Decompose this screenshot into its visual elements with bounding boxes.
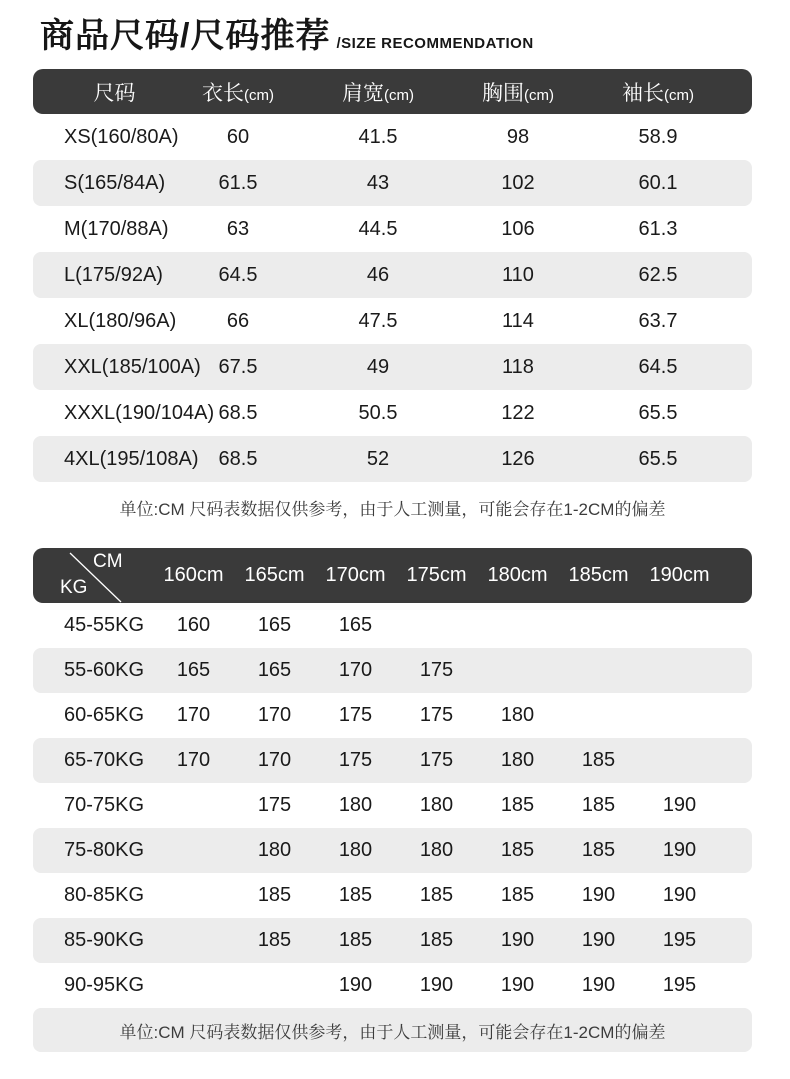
measure-value-cell: 102 (448, 160, 588, 206)
recommend-size-cell: 175 (315, 738, 396, 783)
header-label: 衣长 (202, 81, 244, 105)
size-table-row (33, 298, 752, 344)
recommend-table-row (33, 828, 752, 873)
recommend-table-row (33, 603, 752, 648)
measure-value-cell: 118 (448, 344, 588, 390)
header-label: 肩宽 (342, 81, 384, 105)
recommend-size-cell: 185 (558, 828, 639, 873)
weight-label-cell: 60-65KG (64, 704, 145, 726)
spacer-cell (728, 436, 752, 482)
spacer-cell (720, 963, 752, 1008)
recommend-size-cell: 185 (477, 828, 558, 873)
spacer-cell (728, 114, 752, 160)
spacer-cell (728, 344, 752, 390)
size-table-row (33, 160, 752, 206)
recommend-size-cell: 190 (639, 828, 720, 873)
recommend-size-cell: 185 (396, 918, 477, 963)
recommend-size-cell: 195 (639, 918, 720, 963)
measure-value-cell: 44.5 (358, 217, 398, 240)
measure-value-cell: 47.5 (358, 309, 398, 332)
measure-value-cell: 110 (448, 252, 588, 298)
recommend-size-cell (153, 873, 234, 918)
measure-value-cell: 63 (226, 217, 250, 240)
recommend-size-cell: 180 (477, 738, 558, 783)
recommend-size-cell: 185 (315, 918, 396, 963)
measure-value-cell: 61.5 (168, 160, 308, 206)
size-label-cell: XS(160/80A) (64, 125, 179, 148)
size-label-cell: XXL(185/100A) (33, 344, 168, 390)
size-label-cell: 4XL(195/108A) (33, 436, 168, 482)
page-title-chinese: 商品尺码/尺码推荐 (40, 16, 331, 55)
recommend-size-cell (477, 648, 558, 693)
corner-header-cell (33, 548, 153, 603)
recommend-table-body (33, 603, 752, 1008)
recommend-table-header (33, 548, 752, 603)
measure-value-cell: 98 (506, 125, 530, 148)
recommend-size-cell: 185 (419, 884, 454, 906)
measure-value-cell: 65.5 (588, 436, 728, 482)
recommend-size-cell: 180 (338, 794, 373, 816)
recommend-size-cell (153, 783, 234, 828)
recommend-size-cell: 170 (153, 738, 234, 783)
measure-value-cell: 50.5 (358, 401, 398, 424)
weight-label-cell: 55-60KG (33, 648, 153, 693)
size-table-row (33, 252, 752, 298)
measure-value-cell: 52 (308, 436, 448, 482)
measure-value-cell: 64.5 (588, 344, 728, 390)
recommend-size-cell: 190 (662, 884, 697, 906)
size-table-row (33, 390, 752, 436)
measure-value-cell: 66 (226, 309, 250, 332)
size-table-row (33, 436, 752, 482)
recommend-size-cell: 160 (176, 614, 211, 636)
spacer-cell (720, 828, 752, 873)
size-column-header (33, 69, 168, 114)
spacer-header-cell (728, 69, 752, 114)
recommend-size-cell: 165 (338, 614, 373, 636)
measure-value-cell: 61.3 (638, 217, 678, 240)
recommend-size-cell: 170 (257, 704, 292, 726)
recommend-size-cell: 170 (234, 738, 315, 783)
recommend-size-cell: 190 (419, 974, 454, 996)
measure-column-header (308, 69, 448, 114)
recommend-table-row (33, 963, 752, 1008)
recommend-size-cell: 175 (396, 738, 477, 783)
unit-label: (cm) (244, 86, 274, 104)
recommend-size-cell: 185 (500, 884, 535, 906)
height-column-header: 170cm (315, 548, 396, 603)
recommend-size-cell: 190 (558, 918, 639, 963)
spacer-cell (728, 206, 752, 252)
recommend-size-cell (639, 693, 720, 738)
header-label: 胸围 (482, 81, 524, 105)
recommend-size-cell (153, 918, 234, 963)
measure-value-cell: 63.7 (638, 309, 678, 332)
recommend-table-row (33, 738, 752, 783)
recommend-size-cell: 190 (662, 794, 697, 816)
recommend-size-cell (558, 648, 639, 693)
size-table-header (33, 69, 752, 114)
page-title-english: /SIZE RECOMMENDATION (336, 35, 534, 52)
spacer-cell (728, 390, 752, 436)
recommend-size-cell (234, 963, 315, 1008)
measure-value-cell: 68.5 (168, 436, 308, 482)
measure-value-cell: 62.5 (588, 252, 728, 298)
corner-cm-label: CM (93, 551, 123, 572)
header-label: 尺码 (93, 81, 136, 105)
recommend-size-cell: 180 (396, 828, 477, 873)
recommend-size-cell (639, 603, 720, 648)
unit-label: (cm) (664, 86, 694, 104)
weight-label-cell: 80-85KG (64, 884, 145, 906)
recommend-size-cell: 185 (234, 918, 315, 963)
spacer-cell (728, 298, 752, 344)
spacer-cell (720, 873, 752, 918)
weight-label-cell: 75-80KG (33, 828, 153, 873)
measure-value-cell: 46 (308, 252, 448, 298)
recommend-size-cell (639, 648, 720, 693)
recommend-table-row (33, 783, 752, 828)
height-column-header: 190cm (639, 548, 720, 603)
unit-label: (cm) (524, 86, 554, 104)
recommend-size-cell: 195 (662, 974, 697, 996)
spacer-header-cell (720, 548, 752, 603)
recommend-size-cell (558, 603, 639, 648)
recommend-size-cell: 185 (558, 738, 639, 783)
spacer-cell (720, 783, 752, 828)
measure-column-header (588, 69, 728, 114)
recommend-size-cell: 170 (176, 704, 211, 726)
recommend-size-cell (396, 603, 477, 648)
recommend-header-row (33, 548, 752, 603)
weight-label-cell: 65-70KG (33, 738, 153, 783)
recommend-table-note: 单位:CM 尺码表数据仅供参考，由于人工测量，可能会存在1-2CM的偏差 (33, 1008, 752, 1052)
recommend-size-cell: 175 (338, 704, 373, 726)
weight-label-cell: 70-75KG (64, 794, 145, 816)
recommend-size-cell: 190 (338, 974, 373, 996)
header-label: 袖长 (622, 81, 664, 105)
corner-kg-label: KG (60, 577, 88, 598)
height-column-header: 175cm (396, 548, 477, 603)
size-label-cell: XL(180/96A) (64, 309, 177, 332)
measure-value-cell: 49 (308, 344, 448, 390)
size-table-row (33, 114, 752, 160)
recommend-table-row (33, 693, 752, 738)
measure-value-cell: 126 (448, 436, 588, 482)
measure-value-cell: 60.1 (588, 160, 728, 206)
height-column-header: 160cm (153, 548, 234, 603)
recommend-size-cell (153, 828, 234, 873)
recommend-table-row (33, 648, 752, 693)
recommend-size-cell: 175 (419, 704, 454, 726)
size-label-cell: L(175/92A) (33, 252, 168, 298)
weight-label-cell: 90-95KG (64, 974, 145, 996)
size-table-row (33, 206, 752, 252)
measure-value-cell: 41.5 (358, 125, 398, 148)
recommend-size-cell (558, 693, 639, 738)
recommend-size-cell: 185 (500, 794, 535, 816)
measure-value-cell: 122 (501, 401, 535, 424)
recommend-size-cell: 165 (257, 614, 292, 636)
spacer-cell (720, 738, 752, 783)
recommend-size-cell: 190 (581, 884, 616, 906)
measure-value-cell: 106 (501, 217, 535, 240)
recommend-size-cell: 175 (257, 794, 292, 816)
recommend-size-cell: 170 (315, 648, 396, 693)
corner-cell-content (33, 548, 153, 603)
recommend-size-cell: 185 (581, 794, 616, 816)
size-label-cell: S(165/84A) (33, 160, 168, 206)
recommend-size-cell: 180 (315, 828, 396, 873)
measure-value-cell: 43 (308, 160, 448, 206)
spacer-cell (720, 648, 752, 693)
recommend-size-cell: 190 (581, 974, 616, 996)
unit-label: (cm) (384, 86, 414, 104)
recommend-size-cell (477, 603, 558, 648)
recommend-size-cell: 175 (396, 648, 477, 693)
height-column-header: 165cm (234, 548, 315, 603)
measure-column-header (448, 69, 588, 114)
recommend-size-cell: 185 (338, 884, 373, 906)
size-label-cell: XXXL(190/104A) (64, 401, 215, 424)
spacer-cell (720, 603, 752, 648)
recommend-size-cell (639, 738, 720, 783)
recommend-size-cell: 180 (419, 794, 454, 816)
recommend-size-cell: 165 (153, 648, 234, 693)
recommend-size-cell: 190 (477, 918, 558, 963)
measure-value-cell: 65.5 (638, 401, 678, 424)
recommend-size-cell: 180 (234, 828, 315, 873)
page-title (40, 13, 752, 55)
size-table-row (33, 344, 752, 390)
measure-value-cell: 60 (226, 125, 250, 148)
size-label-cell: M(170/88A) (64, 217, 169, 240)
recommend-table-row (33, 918, 752, 963)
spacer-cell (720, 693, 752, 738)
weight-label-cell: 85-90KG (33, 918, 153, 963)
measure-value-cell: 64.5 (168, 252, 308, 298)
size-recommendation-panel (33, 0, 752, 1052)
spacer-cell (728, 252, 752, 298)
recommend-size-cell: 180 (500, 704, 535, 726)
measure-value-cell: 67.5 (168, 344, 308, 390)
measure-value-cell: 68.5 (218, 401, 258, 424)
weight-label-cell: 45-55KG (64, 614, 145, 636)
recommend-table (33, 548, 752, 1008)
spacer-cell (728, 160, 752, 206)
measure-value-cell: 114 (502, 309, 534, 332)
recommend-size-cell: 185 (257, 884, 292, 906)
size-table (33, 69, 752, 482)
size-table-note: 单位:CM 尺码表数据仅供参考，由于人工测量，可能会存在1-2CM的偏差 (119, 500, 666, 519)
measure-column-header (168, 69, 308, 114)
recommend-size-cell: 165 (234, 648, 315, 693)
measure-value-cell: 58.9 (638, 125, 678, 148)
recommend-size-cell: 190 (500, 974, 535, 996)
height-column-header: 185cm (558, 548, 639, 603)
height-column-header: 180cm (477, 548, 558, 603)
size-table-body (33, 114, 752, 482)
recommend-table-row (33, 873, 752, 918)
size-header-row (33, 69, 752, 114)
recommend-size-cell (153, 963, 234, 1008)
spacer-cell (720, 918, 752, 963)
